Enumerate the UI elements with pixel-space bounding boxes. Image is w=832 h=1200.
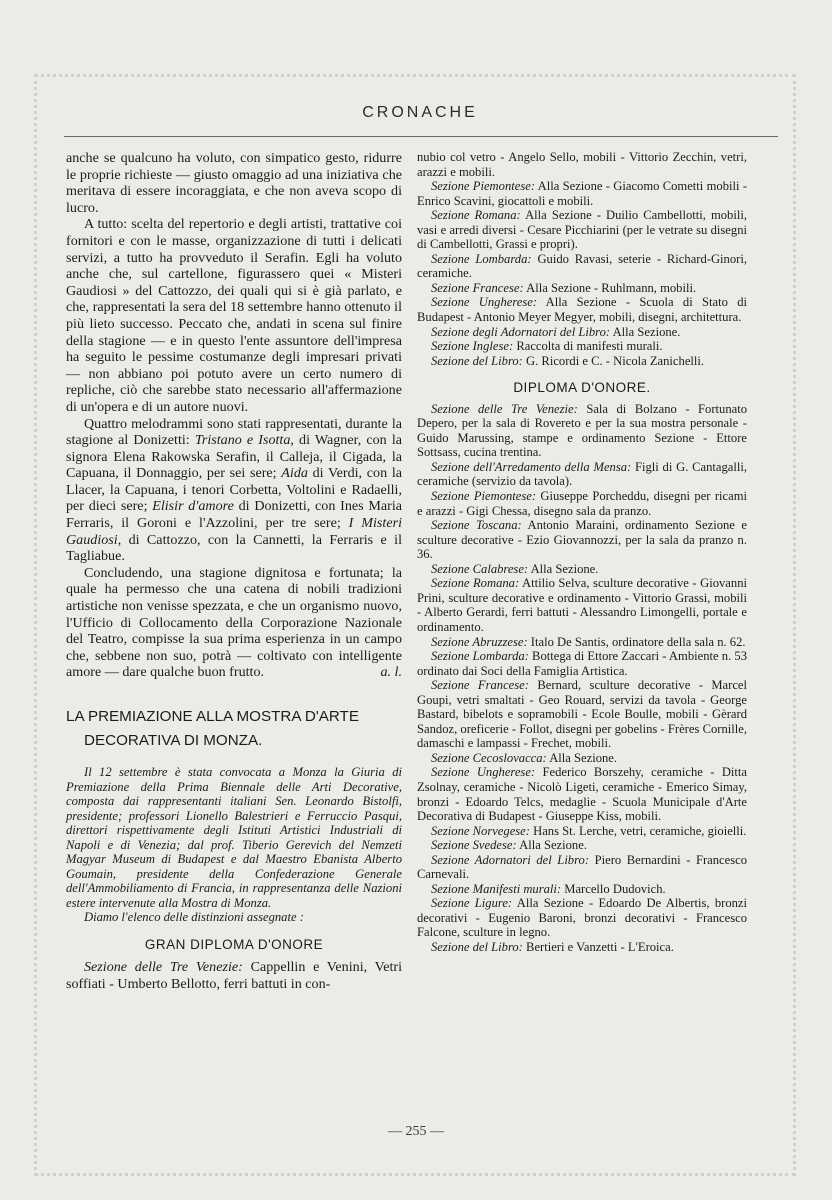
gran-diploma-list	[417, 179, 747, 368]
award-entry	[417, 518, 747, 562]
section-label: Sezione Inglese:	[431, 339, 514, 354]
section-label: Sezione Lombarda:	[431, 649, 529, 664]
award-entry: Sezione delle Tre Venezie: Cappellin e Venini, Vetri soffiati - Umberto Bellotto, ferri battuti in con-	[66, 959, 402, 992]
award-entry	[417, 489, 747, 518]
award-recipients: Raccolta di manifesti murali.	[513, 339, 663, 354]
section-label: Sezione Manifesti murali:	[431, 881, 562, 896]
section-title: LA PREMIAZIONE ALLA MOSTRA D'ARTE DECORATIVA DI MONZA.	[66, 708, 359, 749]
section-label: Sezione Ligure:	[431, 896, 513, 911]
award-recipients: Sala di Bolzano - Fortunato Depero, per la sala di Rovereto e per la sua mostra personale - Guido Marussing, stampe e ordinamento Sezione - Ettore Sottsass, cucina trentina.	[417, 401, 747, 460]
award-entry	[417, 649, 747, 678]
award-recipients: Bernard, sculture decorative - Marcel Goupi, vetri smaltati - Geo Rouard, servizi da tavola - George Bastard, bibelots e sopramobili - Ecole Boulle, mobili - Gèrard Sandoz, oreficerie - Follot, disegni per gobelins - Frères Cornille, damaschi e lampassi - Frechet, mobili.	[417, 678, 747, 751]
gran-diploma-heading: GRAN DIPLOMA D'ONORE	[144, 936, 324, 952]
award-recipients: Hans St. Lerche, vetri, ceramiche, gioielli.	[529, 823, 747, 838]
section-label: Sezione Piemontese:	[431, 179, 536, 194]
section-label: Sezione Romana:	[431, 208, 521, 223]
running-header: CRONACHE	[362, 104, 478, 121]
section-label: Sezione Ungherese:	[431, 295, 538, 310]
award-entry	[417, 179, 747, 208]
award-recipients: Attilio Selva, sculture decorative - Giovanni Prini, sculture decorative e ordinamento - Vittorio Grassi, mobili - Alberto Gerardi, ferri battuti - Alessandro Limongelli, portale e ordinamento.	[417, 576, 747, 634]
award-recipients: Bertieri e Vanzetti - L'Eroica.	[522, 939, 674, 954]
award-recipients: Marcello Dudovich.	[561, 881, 666, 896]
award-entry	[417, 896, 747, 940]
award-entry	[417, 281, 747, 296]
award-recipients: Italo De Santis, ordinatore della sala n. 62.	[527, 634, 746, 649]
award-entry	[417, 295, 747, 324]
award-recipients: Figli di G. Cantagalli, ceramiche (servizio da tavola).	[417, 459, 747, 489]
section-label: Sezione del Libro:	[431, 939, 523, 954]
award-recipients: Guido Ravasi, seterie - Richard-Ginori, ceramiche.	[417, 251, 747, 281]
award-entry	[417, 940, 747, 955]
section-label: Sezione Norvegese:	[431, 823, 530, 838]
award-recipients: Alla Sezione - Ruhlmann, mobili.	[523, 280, 697, 295]
award-entry	[417, 402, 747, 460]
award-entry	[417, 838, 747, 853]
award-recipients: Bottega di Ettore Zaccari - Ambiente n. 53 ordinato dai Soci della Famiglia Artistica.	[417, 649, 747, 678]
award-entry	[417, 765, 747, 823]
section-label: Sezione Romana:	[431, 576, 520, 591]
award-entry	[417, 882, 747, 897]
section-label: Sezione Francese:	[431, 280, 524, 295]
intro-list-lead: Diamo l'elenco delle distinzioni assegnate :	[84, 910, 304, 924]
award-entry	[417, 824, 747, 839]
section-label: Sezione Piemontese:	[431, 489, 537, 504]
award-entry	[417, 853, 747, 882]
diploma-list	[417, 402, 747, 955]
award-entry	[417, 325, 747, 340]
section-label: Sezione Lombarda:	[431, 251, 532, 266]
opera-title: Elisir d'amore	[152, 498, 234, 515]
award-recipients: G. Ricordi e C. - Nicola Zanichelli.	[522, 353, 705, 368]
award-recipients: Alla Sezione - Edoardo De Albertis, bronzi decorativi - Eugenio Baroni, bronzi decorativi - Francesco Falcone, sculture in legno.	[417, 896, 748, 940]
section-label: Sezione del Libro:	[431, 353, 523, 368]
intro-paragraph: Il 12 settembre è stata convocata a Monza la Giuria di Premiazione della Prima Biennale delle Arti Decorative, composta dai rappresentanti italiani Sen. Leonardo Bistolfi, presidente; professori Lionello Balestrieri e Ferruccio Pasqui, direttori rispettivamente degli Istituti Artistici Industriali di Napoli e di Venezia; dal prof. Tiberio Gerevich del Nemzeti Magyar Museum di Budapest e dal Maestro Ebanista Alberto Goumain, presidente della Confederazione Generale dell'Ammobiliamento di Francia, in rappresentanza delle Nazioni estere intervenute alla Mostra di Monza.	[66, 765, 402, 910]
award-entry	[417, 562, 747, 577]
section-label: Sezione Cecoslovacca:	[431, 750, 547, 765]
left-column	[66, 150, 402, 992]
author-signature: a. l.	[380, 664, 402, 681]
award-recipients: Antonio Maraini, ordinamento Sezione e sculture decorative - Ezio Giovannozzi, per la sala da pranzo n. 36.	[417, 518, 748, 562]
award-entry	[417, 354, 747, 369]
opera-title: Aida	[281, 465, 308, 482]
award-entry	[417, 678, 747, 751]
section-label: Sezione Toscana:	[431, 518, 522, 533]
award-recipients: Alla Sezione.	[546, 750, 618, 765]
award-entry	[417, 751, 747, 766]
award-entry	[417, 339, 747, 354]
award-recipients: Alla Sezione - Scuola di Stato di Budapest - Antonio Meyer Megyer, mobili, disegni, architettura.	[417, 295, 747, 325]
award-entry-continued: nubio col vetro - Angelo Sello, mobili - Vittorio Zecchin, vetri, arazzi e mobili.	[417, 150, 747, 179]
award-entry	[417, 635, 747, 650]
award-entry	[417, 576, 747, 634]
award-recipients: Alla Sezione.	[610, 324, 681, 339]
award-recipients: Alla Sezione - Duilio Cambellotti, mobili, vasi e arredi diversi - Cesare Picchiarini (per le vetrate su disegni di Cambellotti, Grassi e propri).	[417, 208, 747, 252]
section-label: Sezione Francese:	[431, 678, 529, 693]
section-label: Sezione dell'Arredamento della Mensa:	[431, 459, 632, 474]
award-recipients: Alla Sezione - Giacomo Cometti mobili - Enrico Scavini, giocattoli e mobili.	[417, 179, 747, 208]
section-label: Sezione delle Tre Venezie:	[431, 401, 578, 416]
opera-title: Tristano e Isotta	[194, 432, 291, 449]
paragraph-continued: anche se qualcuno ha voluto, con simpatico gesto, ridurre le proprie richieste — giusto omaggio ad una iniziativa che meritava di essere incoraggiata, e che non aveva scopo di lucro.	[66, 150, 402, 216]
section-label: Sezione Ungherese:	[431, 765, 536, 780]
section-label: Sezione Calabrese:	[431, 561, 529, 576]
right-column	[417, 150, 747, 955]
opera-title: I Misteri Gaudiosi	[66, 515, 402, 548]
section-label: Sezione Adornatori del Libro:	[431, 852, 590, 867]
award-recipients: Federico Borszehy, ceramiche - Ditta Zsolnay, ceramiche - Nicolò Ligeti, ceramiche - Emerico Simay, bronzi - Edoardo Telcs, medaglie - Scuola Municipale d'Arte Decorativa di Budapest - Giuseppe Kiss, mobili.	[417, 765, 747, 824]
section-label: Sezione degli Adornatori del Libro:	[431, 324, 611, 339]
award-entry	[417, 460, 747, 489]
award-recipients: Giuseppe Porcheddu, disegni per ricami e arazzi - Gigi Chessa, disegno sala da pranzo.	[417, 489, 747, 518]
section-label: Sezione Abruzzese:	[431, 634, 528, 649]
section-label: Sezione Svedese:	[431, 838, 517, 853]
award-entry	[417, 252, 747, 281]
paragraph-conclusion: Concludendo, una stagione dignitosa e fortunata; la quale ha permesso che una catena di nobili tradizioni artistiche non venisse spezzata, e che un organismo nuovo, l'Ufficio di Collocamento della Corporazione Nazionale del Teatro, compisse la sua prima esperienza in un campo che, sebbene non suo, potrà — coltivato con intelligente amore — dare qualche buon frutto. a. l.	[66, 564, 402, 681]
award-recipients: Alla Sezione.	[516, 838, 587, 853]
paragraph-serafin: A tutto: scelta del repertorio e degli artisti, trattative coi fornitori e con le masse, organizzazione di tutti i delicati servizi, a tutto ha provveduto il Serafin. Egli ha voluto anche che, sul cartellone, figurassero quei « Misteri Gaudiosi » del Cattozzo, dei quali qui si è già parlato, e che, rappresentati la sera del 18 settembre hanno ottenuto il più lieto successo. Peccato che, andati in scena sul finire della stagione — e in questo l'ente assuntore dell'impresa ha seguito le pessime costumanze degli impresari privati — non abbiano poi potuto avere un certo numero di repliche, ciò che sarebbe stato necessario all'affermazione di un'opera e di un autore nuovi.	[66, 216, 402, 415]
award-entry	[417, 208, 747, 252]
paragraph-melodrammi: Quattro melodrammi sono stati rappresentati, durante la stagione al Donizetti: Tristano e Isotta, di Wagner, con la signora Elena Rakowska Serafin, il Calleja, il Cigada, la Capuana, il Donnaggio, per sei sere; Aida di Verdi, con la Llacer, la Capuana, i tenori Corbetta, Voltolini e Radaelli, per dieci sere; Elisir d'amore di Donizetti, con Ines Maria Ferraris, il Goroni e l'Azzolini, per tre sere; I Misteri Gaudiosi, di Cattozzo, con la Cannetti, la Ferraris e il Tagliabue.	[66, 415, 403, 565]
header-rule	[64, 136, 778, 137]
page-number: — 255 —	[388, 1124, 444, 1139]
award-recipients: Alla Sezione.	[528, 561, 599, 576]
diploma-heading: DIPLOMA D'ONORE.	[513, 380, 651, 396]
award-recipients: Piero Bernardini - Francesco Carnevali.	[417, 852, 748, 882]
